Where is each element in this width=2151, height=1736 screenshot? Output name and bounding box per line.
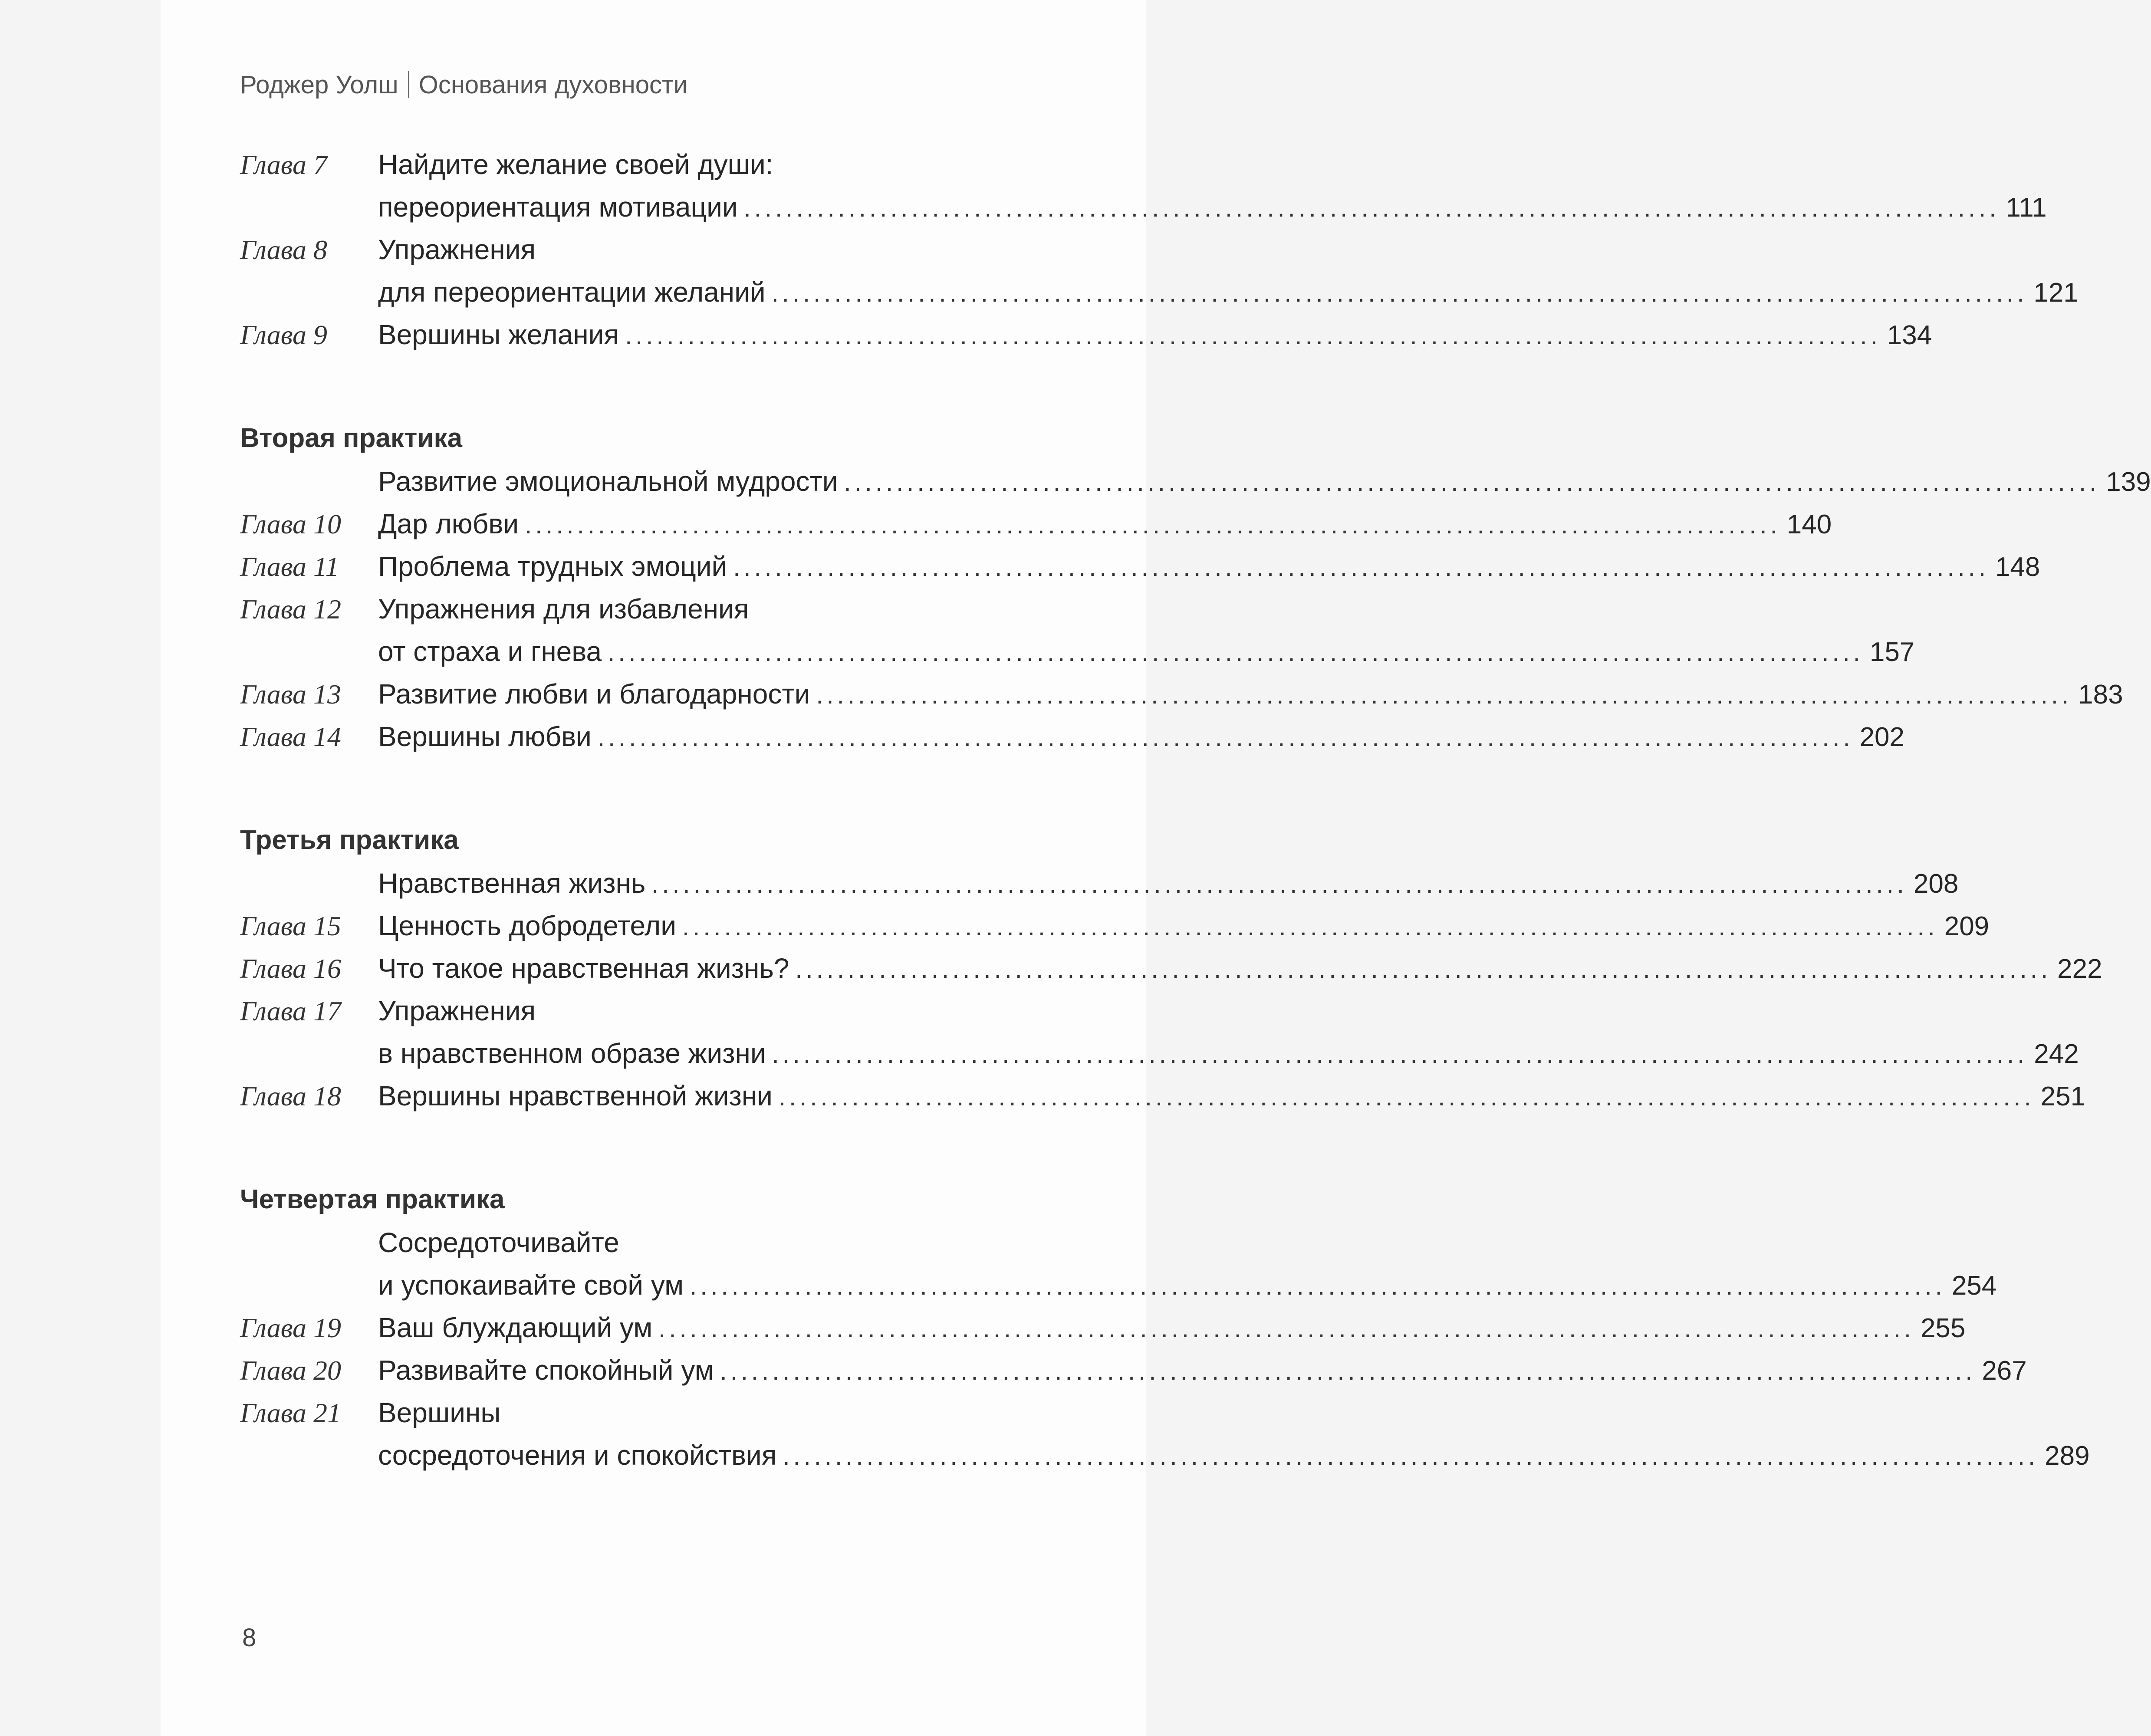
dot-leader: ........................................................................................................................ [651,870,1908,898]
page-ref: 157 [1869,637,1915,667]
section-title: Четвертая практика [240,1184,505,1214]
entry-title: от страха и гнева [378,636,602,667]
dot-leader: ........................................................................................................................ [743,194,2000,222]
chapter-label: Глава 13 [240,679,342,710]
chapter-label: Глава 18 [240,1081,342,1111]
toc-entry[interactable] [240,271,2079,313]
toc-entry[interactable] [240,228,1089,271]
entry-body [378,503,1832,546]
page-ref: 148 [1995,552,2040,582]
toc-entry[interactable] [240,673,2123,715]
entry-body [378,990,1089,1032]
entry-body [378,673,2123,717]
dot-leader: ........................................................................................................................ [795,955,2052,983]
dot-leader: ........................................................................................................................ [720,1357,1976,1385]
entry-title: Упражнения [378,995,536,1026]
header-separator [408,71,409,98]
page-ref: 254 [1951,1271,1997,1301]
chapter-label: Глава 17 [240,996,342,1026]
section-title: Третья практика [240,825,459,855]
toc-entry[interactable] [240,313,1932,356]
entry-body [378,228,1089,271]
chapter-label: Глава 8 [240,234,328,265]
page-ref: 121 [2033,278,2079,308]
entry-title: Вершины [378,1397,501,1428]
entry-title: в нравственном образе жизни [378,1038,766,1069]
entry-body [378,143,1089,186]
toc-section [240,819,2102,1117]
entry-body [378,715,1905,759]
toc-entry[interactable] [240,1434,2090,1476]
dot-leader: ........................................................................................................................ [658,1315,1914,1343]
toc-section [240,1178,2090,1476]
entry-title: Упражнения для избавления [378,593,749,625]
entry-body [378,1306,1966,1350]
toc-entry[interactable] [240,1349,2027,1391]
page-ref: 267 [1982,1356,2027,1386]
toc-entry[interactable] [240,1264,1997,1306]
page-ref: 222 [2057,954,2102,984]
chapter-label: Глава 10 [240,509,342,539]
page-ref: 251 [2040,1082,2086,1111]
entry-title: Что такое нравственная жизнь? [378,953,789,984]
dot-leader: ........................................................................................................................ [778,1083,2035,1111]
section-title: Вторая практика [240,423,462,453]
entry-title: Упражнения [378,234,536,265]
page-ref: 209 [1944,911,1990,941]
chapter-label: Глава 16 [240,953,342,984]
entry-body [378,271,2079,315]
dot-leader: ........................................................................................................................ [682,913,1938,941]
chapter-label: Глава 19 [240,1312,342,1343]
entry-body [378,460,2151,504]
entry-title: и успокаивайте свой ум [378,1269,684,1301]
entry-body [378,1075,2086,1118]
entry-body [378,904,1990,948]
chapter-label: Глава 20 [240,1355,342,1386]
dot-leader: ........................................................................................................................ [625,322,1881,350]
chapter-label: Глава 14 [240,721,342,752]
header-book-title: Основания духовности [418,71,687,99]
entry-title: для переориентации желаний [378,276,766,308]
toc-entry[interactable] [240,1075,2086,1117]
entry-body [378,862,1959,906]
chapter-label: Глава 11 [240,551,339,582]
chapter-label: Глава 15 [240,911,342,941]
dot-leader: ........................................................................................................................ [525,511,1781,539]
entry-title: Развивайте спокойный ум [378,1355,714,1386]
dot-leader: ........................................................................................................................ [597,723,1854,752]
toc-entry[interactable] [240,947,2102,990]
entry-body [378,1391,1089,1434]
entry-body [378,1349,2027,1393]
toc-entry[interactable] [240,143,1089,186]
entry-body [378,1264,1997,1308]
page-ref: 289 [2045,1441,2090,1471]
page-ref: 140 [1786,510,1832,539]
toc-entry[interactable] [240,1306,1966,1349]
toc-entry[interactable] [240,862,1959,904]
chapter-label: Глава 12 [240,594,342,625]
page-ref: 202 [1859,722,1905,752]
entry-body [378,630,1915,674]
toc-entry[interactable] [240,715,1905,758]
chapter-label: Глава 21 [240,1397,342,1428]
dot-leader: ........................................................................................................................ [608,638,1864,667]
entry-body [378,186,2047,230]
toc-entry[interactable] [240,460,2151,503]
chapter-label: Глава 7 [240,149,328,180]
entry-title: Ценность добродетели [378,910,676,941]
toc-entry[interactable] [240,904,1990,947]
entry-title: Ваш блуждающий ум [378,1312,653,1343]
page-ref: 134 [1887,320,1932,350]
dot-leader: ........................................................................................................................ [783,1442,2039,1470]
entry-title: Нравственная жизнь [378,868,646,899]
page-ref: 208 [1913,869,1959,899]
entry-title: Найдите желание своей души: [378,149,773,180]
entry-body [378,313,1932,357]
toc-entry[interactable] [240,990,1089,1032]
toc-entry[interactable] [240,503,1832,545]
entry-title: Развитие любви и благодарности [378,678,810,710]
toc-entry[interactable] [240,588,1089,630]
entry-body [378,588,1089,630]
entry-title: Вершины любви [378,721,592,752]
toc-entry[interactable] [240,1032,2079,1075]
dot-leader: ........................................................................................................................ [844,468,2100,496]
entry-title: сосредоточения и спокойствия [378,1440,777,1471]
toc-entry[interactable] [240,1391,1089,1434]
entry-title: Развитие эмоциональной мудрости [378,466,838,497]
entry-body [378,1032,2079,1076]
dot-leader: ........................................................................................................................ [771,279,2028,307]
page-ref: 183 [2078,680,2123,710]
table-of-contents [240,143,2151,1476]
running-header [240,70,687,99]
page-ref: 111 [2006,193,2047,223]
page-ref: 139 [2106,467,2151,497]
entry-body [378,545,2040,589]
dot-leader: ........................................................................................................................ [772,1040,2028,1069]
page-number: 8 [242,1624,257,1652]
toc-entry[interactable] [240,186,2047,228]
entry-title: Вершины нравственной жизни [378,1080,773,1111]
entry-title: Дар любви [378,508,519,539]
entry-body [378,1434,2090,1478]
page-ref: 255 [1920,1313,1966,1343]
toc-section [240,143,2079,356]
dot-leader: ........................................................................................................................ [816,681,2072,709]
page-ref: 242 [2034,1039,2079,1069]
entry-body [378,1221,1089,1264]
entry-body [378,947,2102,991]
toc-section [240,417,2151,758]
dot-leader: ........................................................................................................................ [733,553,1989,582]
toc-entry[interactable] [240,1221,1089,1264]
entry-title: переориентация мотивации [378,191,738,223]
chapter-label: Глава 9 [240,319,328,350]
header-author: Роджер Уолш [240,71,398,99]
entry-title: Проблема трудных эмоций [378,551,727,582]
toc-entry[interactable] [240,630,1915,673]
entry-title: Сосредоточивайте [378,1227,619,1258]
dot-leader: ........................................................................................................................ [690,1272,1946,1300]
entry-title: Вершины желания [378,319,619,350]
toc-entry[interactable] [240,545,2040,588]
